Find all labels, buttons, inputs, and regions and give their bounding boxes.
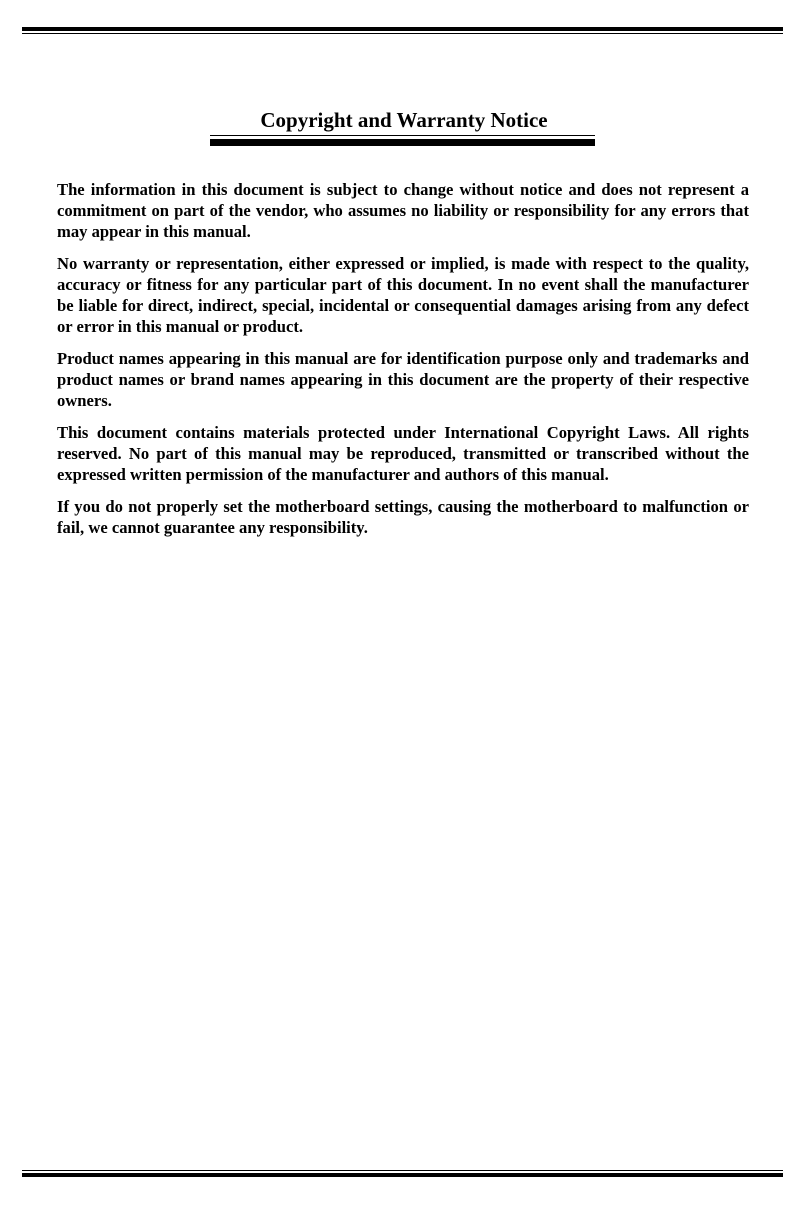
title-container: [0, 106, 808, 134]
paragraph-no-warranty: No warranty or representation, either expressed or implied, is made with respect to the quality, accuracy or fitness for any particular part of this document. In no event shall the manufacturer be liable for direct, indirect, special, incidental or consequential damages arising from any defect or error in this manual or product.: [57, 254, 749, 336]
bottom-page-rule: [22, 1170, 783, 1177]
bottom-rule-thick-line: [22, 1173, 783, 1177]
paragraph-motherboard-settings: If you do not properly set the motherboard settings, causing the motherboard to malfunction or fail, we cannot guarantee any responsibility.: [57, 497, 749, 537]
top-page-rule: [22, 27, 783, 34]
paragraph-copyright: This document contains materials protected under International Copyright Laws. All rights reserved. No part of this manual may be reproduced, transmitted or transcribed without the expressed written permission of the manufacturer and authors of this manual.: [57, 423, 749, 484]
paragraph-trademarks: Product names appearing in this manual are for identification purpose only and trademarks and product names or brand names appearing in this document are the property of their respective owners.: [57, 349, 749, 410]
page-title: Copyright and Warranty Notice: [260, 108, 548, 132]
title-underline-thick: [210, 139, 595, 146]
paragraph-change-notice: The information in this document is subject to change without notice and does not represent a commitment on part of the vendor, who assumes no liability or responsibility for any errors that may appear in this manual.: [57, 180, 749, 241]
notice-body: [57, 179, 749, 549]
title-underline-thin: [210, 135, 595, 136]
top-rule-thin-line: [22, 33, 783, 34]
